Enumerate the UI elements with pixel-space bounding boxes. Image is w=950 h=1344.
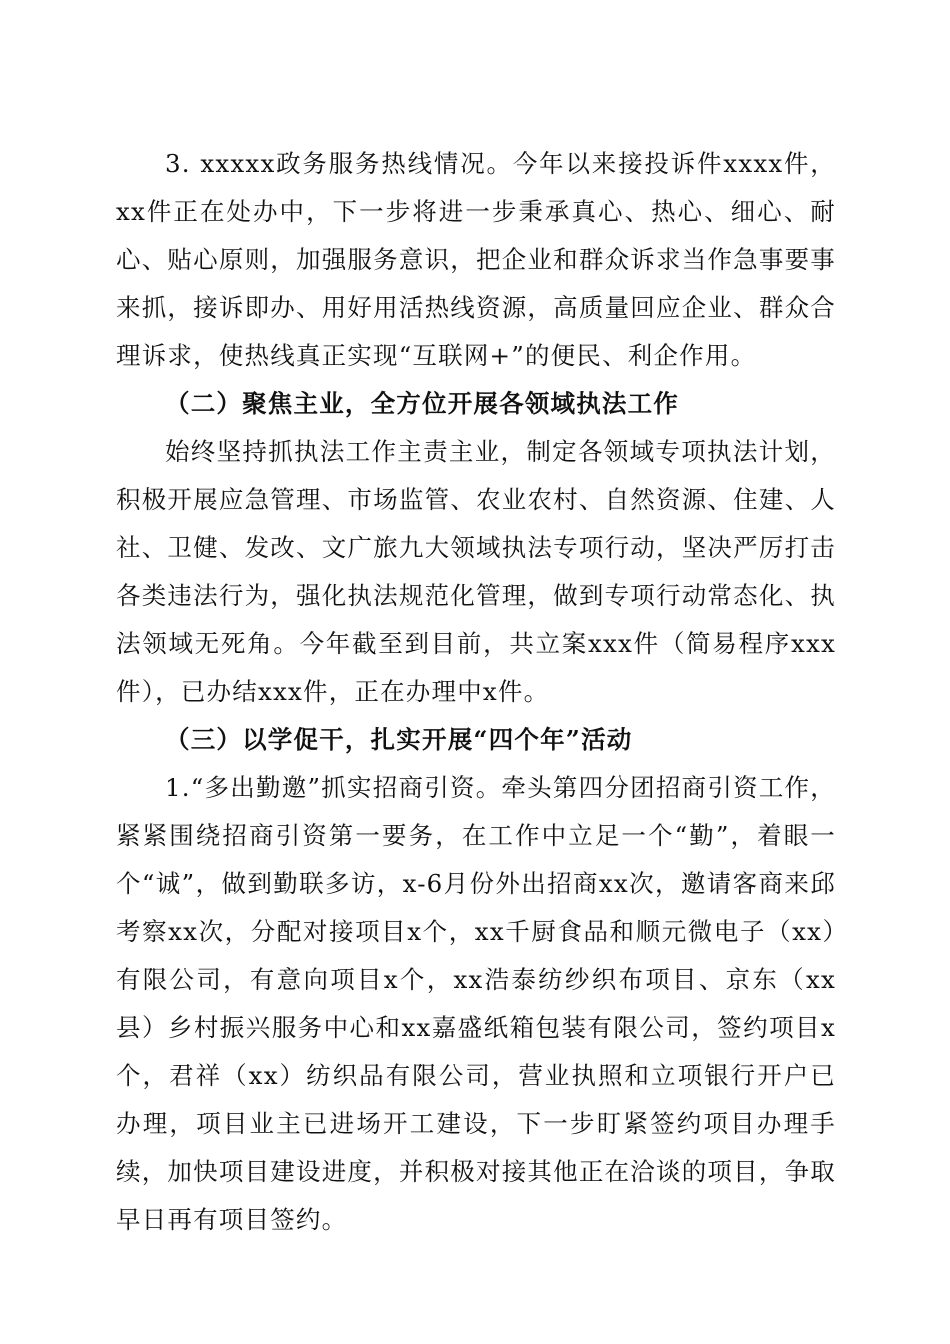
section-heading-3: （三）以学促干，扎实开展“四个年”活动 (165, 725, 633, 754)
paragraph-hotline: 3. xxxxx政务服务热线情况。今年以来接投诉件xxxx件，xx件正在处办中，下一步将进一步秉承真心、热心、细心、耐心、贴心原则，加强服务意识，把企业和群众诉求当作急事要事来抓，接诉即办、用好用活热线资源，高质量回应企业、群众合理诉求，使热线真正实现“互联网+”的便民、利企作用。 (116, 149, 836, 370)
paragraph-enforcement: 始终坚持抓执法工作主责主业，制定各领域专项执法计划，积极开展应急管理、市场监管、农业农村、自然资源、住建、人社、卫健、发改、文广旅九大领域执法专项行动，坚决严厉打击各类违法行为，强化执法规范化管理，做到专项行动常态化、执法领域无死角。今年截至到目前，共立案xxx件（简易程序xxx件），已办结xxx件，正在办理中x件。 (116, 437, 836, 706)
paragraph-investment: 1.“多出勤邀”抓实招商引资。牵头第四分团招商引资工作，紧紧围绕招商引资第一要务，在工作中立足一个“勤”，着眼一个“诚”，做到勤联多访，x-6月份外出招商xx次，邀请客商来邱考察xx次，分配对接项目x个，xx千厨食品和顺元微电子（xx）有限公司，有意向项目x个，xx浩泰纺纱织布项目、京东（xx县）乡村振兴服务中心和xx嘉盛纸箱包装有限公司，签约项目x个，君祥（xx）纺织品有限公司，营业执照和立项银行开户已办理，项目业主已进场开工建设，下一步盯紧签约项目办理手续，加快项目建设进度，并积极对接其他正在洽谈的项目，争取早日再有项目签约。 (116, 773, 836, 1234)
section-heading-2: （二）聚焦主业，全方位开展各领域执法工作 (165, 389, 679, 418)
document-body (116, 140, 836, 1244)
